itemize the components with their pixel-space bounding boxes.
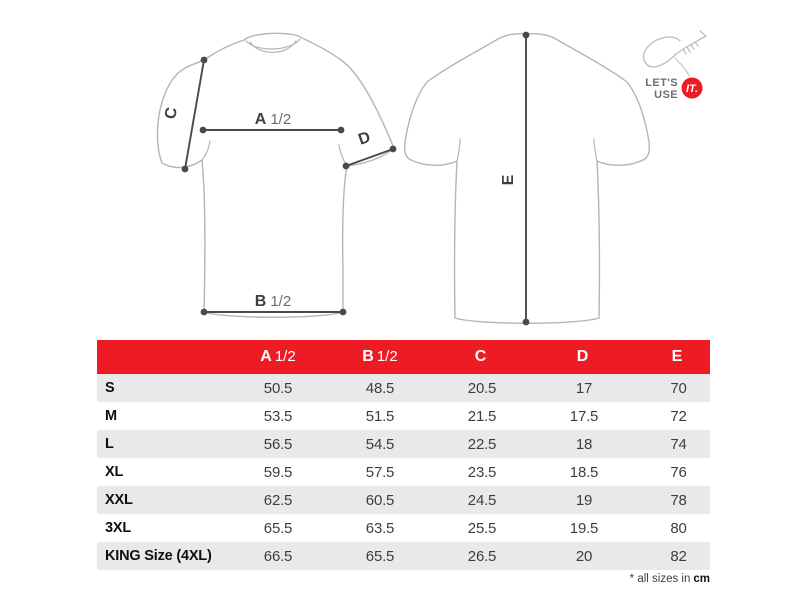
header-cell-e: E [635, 340, 710, 374]
size-label: L [105, 436, 114, 452]
measurement-cell: 18 [575, 435, 593, 453]
measurement-cell: 20 [575, 547, 593, 565]
measurement-cell: 25.5 [467, 519, 497, 537]
measure-d-label: D [356, 128, 373, 149]
measure-b-dot [201, 309, 208, 316]
measurement-cell: 54.5 [365, 435, 395, 453]
measurement-cell: 72 [670, 407, 687, 425]
measurement-cell: 70 [670, 379, 687, 397]
measure-a-dot [338, 127, 345, 134]
size-label: XL [105, 464, 124, 480]
measurement-cell: 66.5 [263, 547, 293, 565]
back-shirt [405, 32, 650, 326]
measurement-cell: 51.5 [365, 407, 395, 425]
measurement-cell: 17 [575, 379, 593, 397]
table-row [97, 486, 710, 514]
measurement-cell: 21.5 [467, 407, 497, 425]
header-row [97, 340, 710, 374]
measure-d-dot [390, 146, 397, 153]
measurement-cell: 22.5 [467, 435, 497, 453]
measure-a-label: A 1/2 [254, 111, 292, 128]
measurement-cell: 50.5 [263, 379, 293, 397]
footnote-text: * all sizes in [629, 573, 691, 585]
size-table-header [97, 340, 710, 374]
measurement-cell: 82 [670, 547, 687, 565]
measure-c-label: C [162, 106, 181, 121]
footnote-unit: cm [693, 573, 710, 585]
measurement-cell: 18.5 [569, 463, 599, 481]
table-row [97, 458, 710, 486]
measure-b-label: B 1/2 [254, 293, 292, 310]
size-label: S [105, 380, 115, 396]
front-shirt [157, 33, 396, 317]
measurement-cell: 56.5 [263, 435, 293, 453]
measurement-cell: 23.5 [467, 463, 497, 481]
measurement-cell: 74 [670, 435, 687, 453]
measurement-cell: 65.5 [365, 547, 395, 565]
size-label: XXL [105, 492, 133, 508]
size-label: 3XL [105, 520, 131, 536]
measure-b-dot [340, 309, 347, 316]
table-row [97, 514, 710, 542]
measurement-cell: 76 [670, 463, 687, 481]
header-cell-c: C [431, 340, 533, 374]
header-cell-size [97, 340, 227, 374]
measure-c-dot [201, 57, 208, 64]
measurement-cell: 62.5 [263, 491, 293, 509]
front-shirt-outline [157, 33, 394, 317]
measurement-cell: 24.5 [467, 491, 497, 509]
measurement-cell: 57.5 [365, 463, 395, 481]
measurement-cell: 20.5 [467, 379, 497, 397]
measurement-cell: 17.5 [569, 407, 599, 425]
size-table [97, 340, 710, 570]
measure-c-dot [182, 166, 189, 173]
measure-d-dot [343, 163, 350, 170]
table-row [97, 402, 710, 430]
table-row [97, 430, 710, 458]
logo-text-line2: USE [654, 89, 678, 101]
measure-e-dot [523, 319, 530, 326]
measure-a-dot [200, 127, 207, 134]
table-row [97, 374, 710, 402]
measurement-cell: 19 [575, 491, 593, 509]
measurement-cell: 19.5 [569, 519, 599, 537]
fish-hook-icon [644, 31, 706, 76]
measure-e-dot [523, 32, 530, 39]
measurement-cell: 63.5 [365, 519, 395, 537]
measurement-cell: 80 [670, 519, 687, 537]
measurement-cell: 59.5 [263, 463, 293, 481]
size-label: M [105, 408, 117, 424]
measurement-cell: 26.5 [467, 547, 497, 565]
table-row [97, 542, 710, 570]
measurement-cell: 65.5 [263, 519, 293, 537]
measurement-cell: 53.5 [263, 407, 293, 425]
measurement-cell: 78 [670, 491, 687, 509]
measure-e-label: E [500, 174, 517, 186]
header-cell-d: D [533, 340, 635, 374]
back-shirt-outline [405, 34, 650, 324]
logo-text-line1: LET'S [645, 77, 678, 89]
logo-badge-text: IT. [685, 83, 699, 95]
size-label: KING Size (4XL) [105, 548, 212, 564]
header-cell-b: B 1/2 [329, 340, 431, 374]
header-cell-a: A 1/2 [227, 340, 329, 374]
measurement-cell: 60.5 [365, 491, 395, 509]
units-footnote [97, 573, 710, 585]
measurement-cell: 48.5 [365, 379, 395, 397]
brand-logo [644, 31, 706, 101]
